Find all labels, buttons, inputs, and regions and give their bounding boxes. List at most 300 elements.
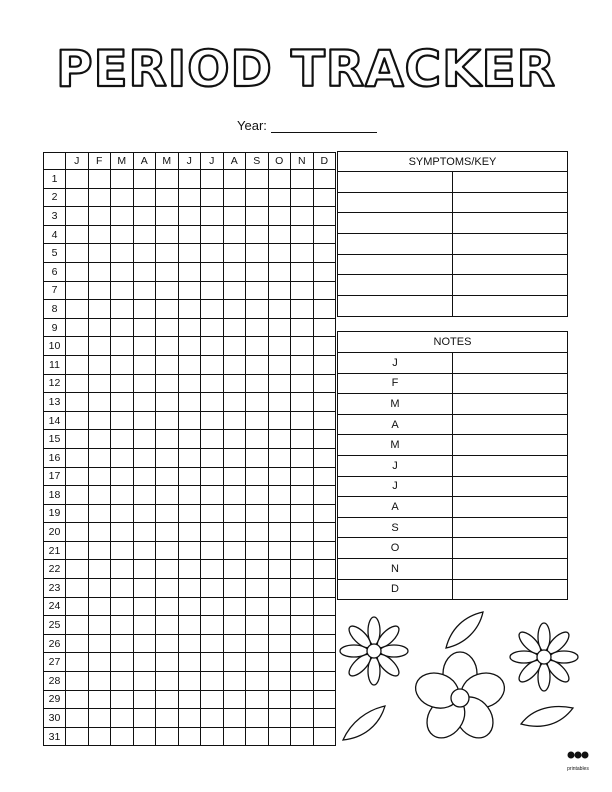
calendar-cell[interactable]: [111, 188, 134, 207]
calendar-cell[interactable]: [111, 727, 134, 746]
calendar-cell[interactable]: [313, 411, 336, 430]
calendar-cell[interactable]: [88, 653, 111, 672]
calendar-cell[interactable]: [111, 225, 134, 244]
calendar-cell[interactable]: [268, 318, 291, 337]
calendar-cell[interactable]: [201, 634, 224, 653]
calendar-cell[interactable]: [156, 653, 179, 672]
symptom-description-cell[interactable]: [453, 213, 568, 234]
symptom-key-cell[interactable]: [338, 254, 453, 275]
calendar-cell[interactable]: [223, 709, 246, 728]
calendar-cell[interactable]: [268, 541, 291, 560]
calendar-cell[interactable]: [111, 504, 134, 523]
note-entry-cell[interactable]: [453, 394, 568, 415]
calendar-cell[interactable]: [88, 541, 111, 560]
calendar-cell[interactable]: [268, 355, 291, 374]
note-entry-cell[interactable]: [453, 455, 568, 476]
calendar-cell[interactable]: [88, 393, 111, 412]
calendar-cell[interactable]: [133, 393, 156, 412]
calendar-cell[interactable]: [223, 448, 246, 467]
calendar-cell[interactable]: [223, 523, 246, 542]
calendar-cell[interactable]: [246, 318, 269, 337]
calendar-cell[interactable]: [66, 170, 89, 189]
calendar-cell[interactable]: [246, 597, 269, 616]
calendar-cell[interactable]: [201, 616, 224, 635]
calendar-cell[interactable]: [291, 244, 314, 263]
calendar-cell[interactable]: [268, 393, 291, 412]
calendar-cell[interactable]: [133, 374, 156, 393]
calendar-cell[interactable]: [156, 337, 179, 356]
calendar-cell[interactable]: [133, 560, 156, 579]
symptom-description-cell[interactable]: [453, 192, 568, 213]
calendar-cell[interactable]: [66, 430, 89, 449]
calendar-cell[interactable]: [66, 300, 89, 319]
calendar-cell[interactable]: [201, 727, 224, 746]
symptom-key-cell[interactable]: [338, 172, 453, 193]
calendar-cell[interactable]: [178, 262, 201, 281]
calendar-cell[interactable]: [268, 709, 291, 728]
calendar-cell[interactable]: [223, 504, 246, 523]
calendar-cell[interactable]: [133, 170, 156, 189]
calendar-cell[interactable]: [111, 486, 134, 505]
calendar-cell[interactable]: [133, 281, 156, 300]
calendar-cell[interactable]: [268, 523, 291, 542]
calendar-cell[interactable]: [313, 262, 336, 281]
calendar-cell[interactable]: [88, 430, 111, 449]
calendar-cell[interactable]: [88, 597, 111, 616]
calendar-cell[interactable]: [156, 225, 179, 244]
calendar-cell[interactable]: [111, 374, 134, 393]
calendar-cell[interactable]: [88, 560, 111, 579]
calendar-cell[interactable]: [223, 318, 246, 337]
calendar-cell[interactable]: [246, 393, 269, 412]
calendar-cell[interactable]: [88, 318, 111, 337]
calendar-cell[interactable]: [246, 727, 269, 746]
calendar-cell[interactable]: [291, 653, 314, 672]
calendar-cell[interactable]: [156, 300, 179, 319]
symptom-key-cell[interactable]: [338, 213, 453, 234]
calendar-cell[interactable]: [111, 672, 134, 691]
calendar-cell[interactable]: [178, 486, 201, 505]
calendar-cell[interactable]: [291, 579, 314, 598]
calendar-cell[interactable]: [66, 727, 89, 746]
calendar-cell[interactable]: [178, 616, 201, 635]
calendar-cell[interactable]: [223, 653, 246, 672]
calendar-cell[interactable]: [88, 672, 111, 691]
calendar-cell[interactable]: [178, 430, 201, 449]
calendar-cell[interactable]: [246, 634, 269, 653]
calendar-cell[interactable]: [66, 541, 89, 560]
calendar-cell[interactable]: [133, 541, 156, 560]
calendar-cell[interactable]: [178, 318, 201, 337]
calendar-cell[interactable]: [178, 541, 201, 560]
calendar-cell[interactable]: [178, 597, 201, 616]
calendar-cell[interactable]: [178, 170, 201, 189]
calendar-cell[interactable]: [156, 597, 179, 616]
calendar-cell[interactable]: [156, 411, 179, 430]
calendar-cell[interactable]: [246, 690, 269, 709]
calendar-cell[interactable]: [246, 207, 269, 226]
calendar-cell[interactable]: [201, 430, 224, 449]
symptom-description-cell[interactable]: [453, 234, 568, 255]
calendar-cell[interactable]: [201, 467, 224, 486]
calendar-cell[interactable]: [291, 597, 314, 616]
calendar-cell[interactable]: [268, 225, 291, 244]
calendar-cell[interactable]: [268, 616, 291, 635]
calendar-cell[interactable]: [133, 672, 156, 691]
calendar-cell[interactable]: [313, 430, 336, 449]
calendar-cell[interactable]: [88, 579, 111, 598]
calendar-cell[interactable]: [291, 672, 314, 691]
calendar-cell[interactable]: [246, 504, 269, 523]
calendar-cell[interactable]: [223, 727, 246, 746]
calendar-cell[interactable]: [178, 207, 201, 226]
calendar-cell[interactable]: [313, 504, 336, 523]
calendar-cell[interactable]: [291, 411, 314, 430]
symptom-key-cell[interactable]: [338, 275, 453, 296]
note-entry-cell[interactable]: [453, 353, 568, 374]
calendar-cell[interactable]: [246, 262, 269, 281]
calendar-cell[interactable]: [291, 504, 314, 523]
calendar-cell[interactable]: [223, 541, 246, 560]
calendar-cell[interactable]: [223, 560, 246, 579]
calendar-cell[interactable]: [133, 523, 156, 542]
calendar-cell[interactable]: [291, 616, 314, 635]
calendar-cell[interactable]: [223, 579, 246, 598]
calendar-cell[interactable]: [111, 281, 134, 300]
calendar-cell[interactable]: [66, 448, 89, 467]
calendar-cell[interactable]: [156, 244, 179, 263]
calendar-cell[interactable]: [133, 300, 156, 319]
calendar-cell[interactable]: [178, 523, 201, 542]
calendar-cell[interactable]: [268, 170, 291, 189]
calendar-cell[interactable]: [313, 281, 336, 300]
calendar-cell[interactable]: [111, 616, 134, 635]
calendar-cell[interactable]: [246, 467, 269, 486]
calendar-cell[interactable]: [291, 281, 314, 300]
calendar-cell[interactable]: [178, 727, 201, 746]
calendar-cell[interactable]: [66, 244, 89, 263]
calendar-cell[interactable]: [313, 374, 336, 393]
calendar-cell[interactable]: [133, 597, 156, 616]
calendar-cell[interactable]: [223, 170, 246, 189]
calendar-cell[interactable]: [268, 560, 291, 579]
calendar-cell[interactable]: [156, 448, 179, 467]
note-entry-cell[interactable]: [453, 373, 568, 394]
calendar-cell[interactable]: [223, 300, 246, 319]
calendar-cell[interactable]: [133, 318, 156, 337]
year-input-line[interactable]: [271, 120, 377, 133]
calendar-cell[interactable]: [156, 616, 179, 635]
calendar-cell[interactable]: [66, 616, 89, 635]
calendar-cell[interactable]: [201, 225, 224, 244]
calendar-cell[interactable]: [201, 560, 224, 579]
calendar-cell[interactable]: [133, 355, 156, 374]
calendar-cell[interactable]: [291, 374, 314, 393]
calendar-cell[interactable]: [156, 541, 179, 560]
calendar-cell[interactable]: [201, 281, 224, 300]
calendar-cell[interactable]: [156, 188, 179, 207]
calendar-cell[interactable]: [291, 560, 314, 579]
calendar-cell[interactable]: [201, 541, 224, 560]
calendar-cell[interactable]: [133, 262, 156, 281]
calendar-cell[interactable]: [268, 634, 291, 653]
symptom-key-cell[interactable]: [338, 296, 453, 317]
calendar-cell[interactable]: [178, 281, 201, 300]
calendar-cell[interactable]: [133, 616, 156, 635]
calendar-cell[interactable]: [156, 318, 179, 337]
note-entry-cell[interactable]: [453, 435, 568, 456]
calendar-cell[interactable]: [246, 616, 269, 635]
calendar-cell[interactable]: [201, 188, 224, 207]
calendar-cell[interactable]: [268, 337, 291, 356]
symptom-description-cell[interactable]: [453, 172, 568, 193]
calendar-cell[interactable]: [313, 523, 336, 542]
calendar-cell[interactable]: [201, 355, 224, 374]
calendar-cell[interactable]: [156, 281, 179, 300]
calendar-cell[interactable]: [246, 523, 269, 542]
calendar-cell[interactable]: [223, 672, 246, 691]
calendar-cell[interactable]: [178, 467, 201, 486]
calendar-cell[interactable]: [313, 207, 336, 226]
calendar-cell[interactable]: [291, 355, 314, 374]
calendar-cell[interactable]: [88, 300, 111, 319]
calendar-cell[interactable]: [268, 300, 291, 319]
calendar-cell[interactable]: [111, 170, 134, 189]
calendar-cell[interactable]: [111, 690, 134, 709]
calendar-cell[interactable]: [268, 486, 291, 505]
calendar-cell[interactable]: [291, 170, 314, 189]
calendar-cell[interactable]: [223, 281, 246, 300]
calendar-cell[interactable]: [88, 709, 111, 728]
calendar-cell[interactable]: [178, 560, 201, 579]
calendar-cell[interactable]: [111, 244, 134, 263]
calendar-cell[interactable]: [201, 709, 224, 728]
calendar-cell[interactable]: [66, 560, 89, 579]
calendar-cell[interactable]: [111, 318, 134, 337]
calendar-cell[interactable]: [246, 411, 269, 430]
calendar-cell[interactable]: [66, 467, 89, 486]
calendar-cell[interactable]: [223, 207, 246, 226]
calendar-cell[interactable]: [223, 188, 246, 207]
calendar-cell[interactable]: [201, 300, 224, 319]
calendar-cell[interactable]: [223, 597, 246, 616]
calendar-cell[interactable]: [133, 504, 156, 523]
calendar-cell[interactable]: [223, 486, 246, 505]
calendar-cell[interactable]: [268, 690, 291, 709]
calendar-cell[interactable]: [156, 672, 179, 691]
calendar-cell[interactable]: [66, 337, 89, 356]
calendar-cell[interactable]: [313, 355, 336, 374]
calendar-cell[interactable]: [291, 318, 314, 337]
calendar-cell[interactable]: [133, 579, 156, 598]
calendar-cell[interactable]: [88, 616, 111, 635]
calendar-cell[interactable]: [66, 262, 89, 281]
calendar-cell[interactable]: [223, 337, 246, 356]
calendar-cell[interactable]: [88, 170, 111, 189]
calendar-cell[interactable]: [178, 300, 201, 319]
calendar-cell[interactable]: [178, 244, 201, 263]
calendar-cell[interactable]: [223, 374, 246, 393]
calendar-cell[interactable]: [223, 616, 246, 635]
symptom-description-cell[interactable]: [453, 275, 568, 296]
calendar-cell[interactable]: [66, 318, 89, 337]
calendar-cell[interactable]: [178, 411, 201, 430]
calendar-cell[interactable]: [291, 225, 314, 244]
calendar-cell[interactable]: [178, 672, 201, 691]
calendar-cell[interactable]: [111, 467, 134, 486]
calendar-cell[interactable]: [88, 262, 111, 281]
calendar-cell[interactable]: [156, 690, 179, 709]
calendar-cell[interactable]: [88, 448, 111, 467]
calendar-cell[interactable]: [201, 393, 224, 412]
calendar-cell[interactable]: [291, 430, 314, 449]
calendar-cell[interactable]: [156, 560, 179, 579]
calendar-cell[interactable]: [156, 467, 179, 486]
calendar-cell[interactable]: [291, 262, 314, 281]
calendar-cell[interactable]: [178, 225, 201, 244]
calendar-cell[interactable]: [88, 207, 111, 226]
calendar-cell[interactable]: [291, 634, 314, 653]
symptom-description-cell[interactable]: [453, 296, 568, 317]
calendar-cell[interactable]: [268, 467, 291, 486]
calendar-cell[interactable]: [88, 690, 111, 709]
calendar-cell[interactable]: [268, 727, 291, 746]
calendar-cell[interactable]: [268, 579, 291, 598]
calendar-cell[interactable]: [223, 634, 246, 653]
calendar-cell[interactable]: [313, 467, 336, 486]
calendar-cell[interactable]: [133, 634, 156, 653]
note-entry-cell[interactable]: [453, 579, 568, 600]
calendar-cell[interactable]: [66, 653, 89, 672]
calendar-cell[interactable]: [313, 300, 336, 319]
calendar-cell[interactable]: [156, 262, 179, 281]
calendar-cell[interactable]: [291, 709, 314, 728]
calendar-cell[interactable]: [268, 653, 291, 672]
calendar-cell[interactable]: [313, 337, 336, 356]
calendar-cell[interactable]: [291, 467, 314, 486]
calendar-cell[interactable]: [246, 448, 269, 467]
calendar-cell[interactable]: [66, 672, 89, 691]
calendar-cell[interactable]: [156, 374, 179, 393]
calendar-cell[interactable]: [111, 579, 134, 598]
calendar-cell[interactable]: [66, 374, 89, 393]
calendar-cell[interactable]: [268, 448, 291, 467]
calendar-cell[interactable]: [88, 504, 111, 523]
symptom-key-cell[interactable]: [338, 192, 453, 213]
calendar-cell[interactable]: [178, 188, 201, 207]
calendar-cell[interactable]: [156, 393, 179, 412]
calendar-cell[interactable]: [111, 393, 134, 412]
calendar-cell[interactable]: [246, 281, 269, 300]
calendar-cell[interactable]: [178, 634, 201, 653]
calendar-cell[interactable]: [178, 579, 201, 598]
calendar-cell[interactable]: [66, 225, 89, 244]
calendar-cell[interactable]: [246, 709, 269, 728]
calendar-cell[interactable]: [66, 597, 89, 616]
calendar-cell[interactable]: [291, 541, 314, 560]
note-entry-cell[interactable]: [453, 517, 568, 538]
calendar-cell[interactable]: [156, 634, 179, 653]
calendar-cell[interactable]: [88, 634, 111, 653]
calendar-cell[interactable]: [291, 523, 314, 542]
calendar-cell[interactable]: [66, 207, 89, 226]
calendar-cell[interactable]: [66, 486, 89, 505]
calendar-cell[interactable]: [268, 597, 291, 616]
calendar-cell[interactable]: [66, 281, 89, 300]
note-entry-cell[interactable]: [453, 538, 568, 559]
calendar-cell[interactable]: [111, 634, 134, 653]
calendar-cell[interactable]: [246, 430, 269, 449]
calendar-cell[interactable]: [201, 523, 224, 542]
calendar-cell[interactable]: [246, 653, 269, 672]
calendar-cell[interactable]: [178, 504, 201, 523]
calendar-cell[interactable]: [88, 523, 111, 542]
calendar-cell[interactable]: [178, 337, 201, 356]
calendar-cell[interactable]: [111, 523, 134, 542]
calendar-cell[interactable]: [246, 244, 269, 263]
calendar-cell[interactable]: [246, 188, 269, 207]
calendar-cell[interactable]: [268, 504, 291, 523]
calendar-cell[interactable]: [111, 300, 134, 319]
calendar-cell[interactable]: [66, 709, 89, 728]
calendar-cell[interactable]: [88, 467, 111, 486]
calendar-cell[interactable]: [156, 207, 179, 226]
calendar-cell[interactable]: [246, 337, 269, 356]
calendar-cell[interactable]: [66, 579, 89, 598]
calendar-cell[interactable]: [111, 709, 134, 728]
calendar-cell[interactable]: [313, 560, 336, 579]
calendar-cell[interactable]: [111, 560, 134, 579]
note-entry-cell[interactable]: [453, 476, 568, 497]
calendar-cell[interactable]: [223, 262, 246, 281]
calendar-cell[interactable]: [111, 430, 134, 449]
calendar-cell[interactable]: [88, 486, 111, 505]
calendar-cell[interactable]: [291, 690, 314, 709]
calendar-cell[interactable]: [88, 411, 111, 430]
calendar-cell[interactable]: [88, 355, 111, 374]
calendar-cell[interactable]: [268, 281, 291, 300]
calendar-cell[interactable]: [88, 225, 111, 244]
calendar-cell[interactable]: [246, 560, 269, 579]
calendar-cell[interactable]: [246, 374, 269, 393]
calendar-cell[interactable]: [223, 430, 246, 449]
calendar-cell[interactable]: [291, 727, 314, 746]
calendar-cell[interactable]: [291, 393, 314, 412]
calendar-cell[interactable]: [201, 374, 224, 393]
calendar-cell[interactable]: [291, 448, 314, 467]
calendar-cell[interactable]: [88, 374, 111, 393]
calendar-cell[interactable]: [291, 207, 314, 226]
calendar-cell[interactable]: [88, 244, 111, 263]
calendar-cell[interactable]: [268, 262, 291, 281]
calendar-cell[interactable]: [88, 727, 111, 746]
calendar-cell[interactable]: [313, 486, 336, 505]
calendar-cell[interactable]: [223, 393, 246, 412]
calendar-cell[interactable]: [156, 170, 179, 189]
calendar-cell[interactable]: [111, 262, 134, 281]
calendar-cell[interactable]: [66, 690, 89, 709]
calendar-cell[interactable]: [156, 430, 179, 449]
calendar-cell[interactable]: [291, 486, 314, 505]
calendar-cell[interactable]: [133, 727, 156, 746]
calendar-cell[interactable]: [313, 541, 336, 560]
calendar-cell[interactable]: [156, 709, 179, 728]
calendar-cell[interactable]: [268, 672, 291, 691]
calendar-cell[interactable]: [111, 597, 134, 616]
calendar-cell[interactable]: [156, 355, 179, 374]
calendar-cell[interactable]: [133, 225, 156, 244]
calendar-cell[interactable]: [223, 467, 246, 486]
